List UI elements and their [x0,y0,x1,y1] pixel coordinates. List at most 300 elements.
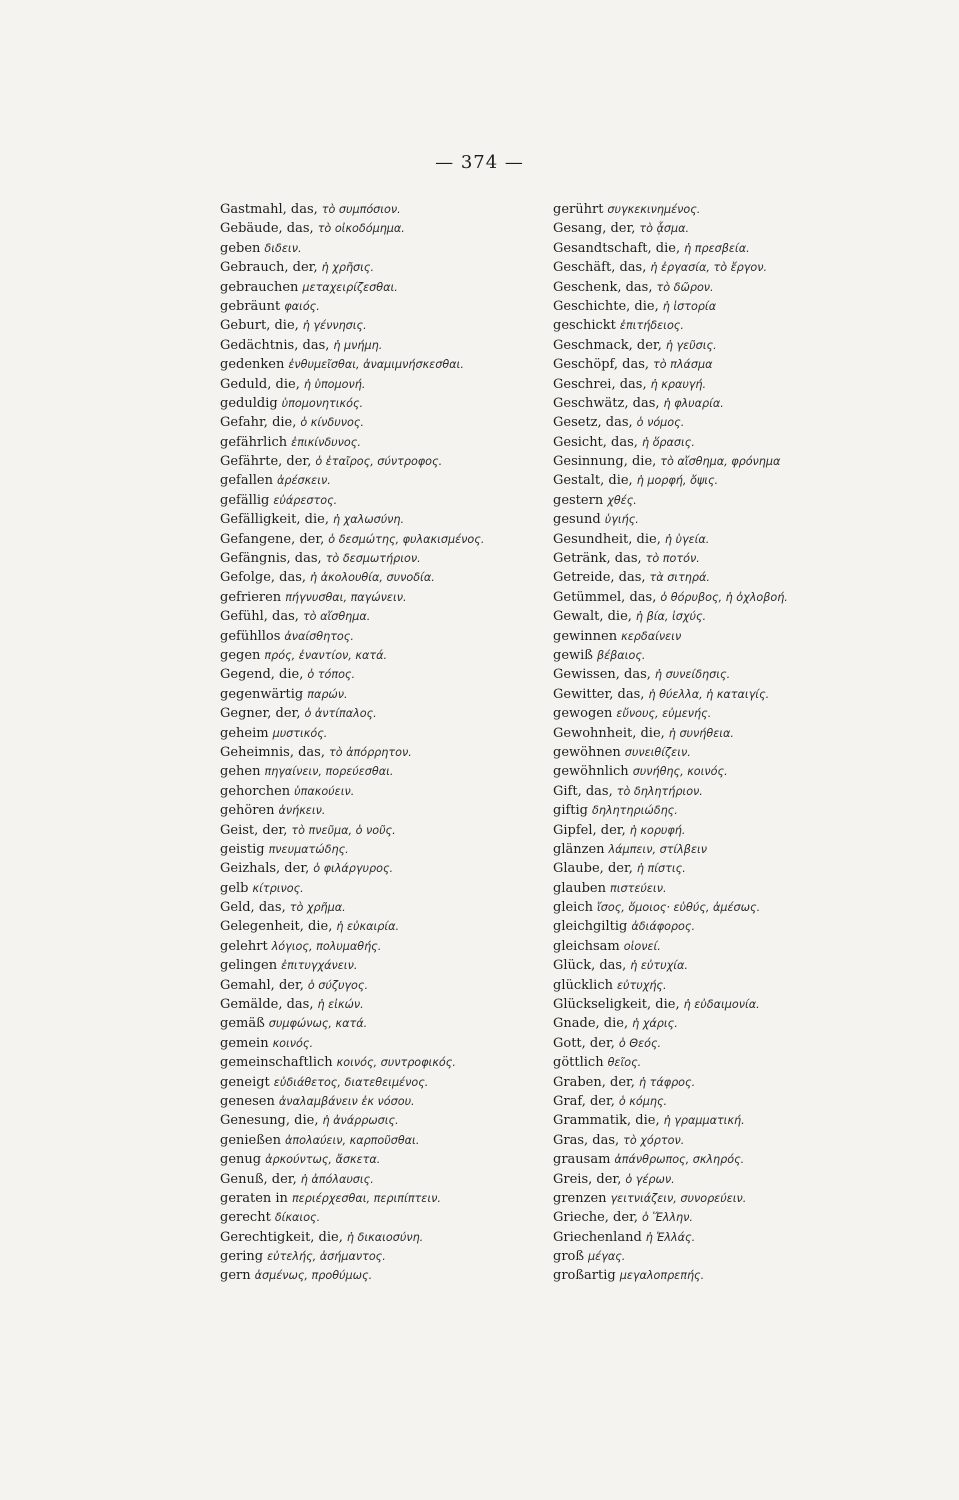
dictionary-entry [553,1266,923,1285]
greek-translation: ὁ δεσμώτης, φυλακισμένος. [328,532,485,546]
greek-translation: ἡ χάρις. [632,1017,678,1031]
german-headword: göttlich [553,1055,604,1071]
greek-translation: τὰ σιτηρά. [649,571,710,585]
greek-translation: ὁ Ἕλλην. [642,1211,693,1225]
greek-translation: περιέρχεσθαι, περιπίπτειν. [291,1191,441,1205]
greek-translation: πρός, ἐναντίον, κατά. [264,648,388,662]
german-headword: Gebrauch, der, [220,260,318,276]
greek-translation: λάμπειν, στίλβειν [608,842,708,856]
greek-translation: ἡ γέννησις. [302,319,367,333]
greek-translation: ἡ ὑπομονή. [303,377,366,391]
dictionary-entry [553,1092,923,1111]
german-headword: gelb [220,880,249,896]
left-column [220,200,590,1286]
german-headword: gleichsam [553,938,620,954]
greek-translation: ἡ πίστις. [636,862,686,876]
greek-translation: τὸ συμπόσιον. [321,203,401,216]
german-headword: gefühllos [220,628,281,644]
german-headword: gefällig [220,492,270,508]
dictionary-entry [220,239,590,258]
german-headword: Gesinnung, die, [553,454,657,470]
german-headword: Gesang, der, [553,221,636,237]
greek-translation: ἡ ἱστορία [662,299,717,313]
greek-translation: κοινός. [272,1036,314,1050]
german-headword: Gewalt, die, [553,609,632,625]
greek-translation: θεῖος. [607,1056,642,1070]
german-headword: Geschwätz, das, [553,395,660,411]
dictionary-entry [220,665,590,684]
dictionary-entry [553,724,923,743]
dictionary-entry [220,394,590,413]
greek-translation: φαιός. [284,299,320,313]
german-headword: Gefälligkeit, die, [220,512,329,528]
german-headword: Gerechtigkeit, die, [220,1229,343,1245]
dictionary-entry [220,258,590,277]
greek-translation: ἡ εὐδαιμονία. [683,998,760,1012]
dictionary-entry [220,762,590,781]
german-headword: Geduld, die, [220,376,300,392]
german-headword: gewogen [553,706,613,722]
german-headword: gemeinschaftlich [220,1055,333,1071]
greek-translation: ὁ φιλάργυρος. [313,862,394,876]
greek-translation: πνευματώδης. [268,842,349,856]
german-headword: glauben [553,880,606,896]
german-headword: grausam [553,1152,611,1168]
german-headword: gelehrt [220,938,268,954]
german-headword: Geschenk, das, [553,279,653,295]
dictionary-entry [220,1092,590,1111]
greek-translation: δίκαιος. [274,1211,321,1225]
greek-translation: συνήθης, κοινός. [632,765,728,779]
greek-translation: ἡ πρεσβεία. [684,241,750,255]
greek-translation: ἡ ὅρασις. [641,435,695,449]
greek-translation: τὸ δεσμωτήριον. [325,552,421,566]
german-headword: geben [220,240,261,256]
greek-translation: ὁ γέρων. [625,1172,675,1186]
dictionary-entry [553,1131,923,1150]
greek-translation: ἡ κορυφή. [629,823,686,837]
dictionary-entry [553,821,923,840]
dictionary-entry [553,375,923,394]
dictionary-entry [553,316,923,335]
german-headword: gebräunt [220,298,281,314]
german-headword: Gefängnis, das, [220,551,322,567]
dictionary-entry [553,491,923,510]
greek-translation: εὐάρεστος. [273,493,338,507]
dictionary-entry [220,917,590,936]
dictionary-entry [553,646,923,665]
german-headword: Gelegenheit, die, [220,919,333,935]
dictionary-entry [553,1228,923,1247]
greek-translation: ἀρέσκειν. [276,474,331,488]
german-headword: Genuß, der, [220,1171,297,1187]
german-headword: Grieche, der, [553,1210,638,1226]
greek-translation: ὑγιής. [604,513,639,527]
greek-translation: τὸ ἀπόρρητον. [328,745,412,759]
greek-translation: ὑπακούειν. [294,784,355,798]
dictionary-entry [553,743,923,762]
greek-translation: τὸ οἰκοδόμημα. [317,222,405,236]
greek-translation: ἡ δικαιοσύνη. [346,1230,424,1244]
german-headword: Gefolge, das, [220,570,307,586]
german-headword: genesen [220,1093,275,1109]
greek-translation: ἐπικίνδυνος. [291,435,361,449]
greek-translation: ἡ συνήθεια. [668,726,734,740]
greek-translation: ὁ θόρυβος, ἡ ὀχλοβοή. [660,590,788,604]
dictionary-entry [553,258,923,277]
german-headword: glücklich [553,977,613,993]
dictionary-entry [553,1189,923,1208]
german-headword: Graf, der, [553,1093,615,1109]
greek-translation: ὁ κίνδυνος. [300,416,364,430]
german-headword: gehorchen [220,783,291,799]
dictionary-entry [553,1170,923,1189]
greek-translation: ἡ ἀκολουθία, συνοδία. [310,571,435,585]
dictionary-entry [553,762,923,781]
greek-translation: οἱονεί. [623,939,661,953]
dictionary-entry [220,801,590,820]
dictionary-entry [220,898,590,917]
german-headword: grenzen [553,1190,607,1206]
greek-translation: ἀδιάφορος. [631,920,696,934]
german-headword: Gefühl, das, [220,609,299,625]
dictionary-entry [220,1131,590,1150]
german-headword: Geschäft, das, [553,260,647,276]
dictionary-entry [220,879,590,898]
greek-translation: τὸ πλάσμα [653,358,713,372]
dictionary-entry [553,588,923,607]
german-headword: Gott, der, [553,1035,615,1051]
greek-translation: τὸ αἴσθημα, φρόνημα [660,455,781,469]
greek-translation: ἐνθυμεῖσθαι, ἀναμιμνήσκεσθαι. [288,358,464,372]
dictionary-entry [553,278,923,297]
german-headword: Gras, das, [553,1132,620,1148]
greek-translation: ἡ φλυαρία. [663,396,724,410]
greek-translation: ὁ κόμης. [618,1094,668,1108]
german-headword: genießen [220,1132,281,1148]
greek-translation: τὸ δῶρον. [656,280,714,294]
german-headword: Gastmahl, das, [220,202,318,217]
german-headword: gelingen [220,958,278,974]
dictionary-entry [553,917,923,936]
dictionary-entry [553,1208,923,1227]
dictionary-entry [553,1053,923,1072]
german-headword: geistig [220,841,265,857]
german-headword: Gegend, die, [220,667,304,683]
right-column [553,200,923,1286]
german-headword: geschickt [553,318,616,334]
dictionary-entry [220,1247,590,1266]
german-headword: gegenwärtig [220,686,304,702]
greek-translation: χθές. [607,493,637,507]
dictionary-entry [553,1247,923,1266]
german-headword: Gipfel, der, [553,822,626,838]
dictionary-entry [553,568,923,587]
german-headword: gering [220,1249,264,1265]
greek-translation: κίτρινος. [252,881,304,895]
dictionary-entry [553,607,923,626]
greek-translation: ἀρκούντως, ἄσκετα. [265,1153,381,1167]
german-headword: gerührt [553,202,604,217]
dictionary-entry [220,1150,590,1169]
german-headword: gehören [220,803,275,819]
dictionary-entry [553,782,923,801]
greek-translation: ἡ συνείδησις. [654,668,731,682]
dictionary-entry [220,568,590,587]
german-headword: Gefahr, die, [220,415,297,431]
dictionary-entry [553,898,923,917]
greek-translation: συμφώνως, κατά. [268,1017,368,1031]
german-headword: gegen [220,647,261,663]
greek-translation: ἡ ὑγεία. [664,532,710,546]
german-headword: gesund [553,512,601,528]
greek-translation: συγκεκινημένος. [607,203,701,216]
dictionary-entry [553,530,923,549]
dictionary-entry [220,355,590,374]
dictionary-entry [220,1208,590,1227]
dictionary-entry [553,200,923,219]
german-headword: Geschrei, das, [553,376,647,392]
dictionary-entry [553,937,923,956]
dictionary-entry [220,937,590,956]
german-headword: Geschmack, der, [553,337,662,353]
dictionary-entry [220,1266,590,1285]
german-headword: Gemahl, der, [220,977,304,993]
greek-translation: ἡ γεῦσις. [665,338,717,352]
greek-translation: μέγας. [588,1250,626,1264]
greek-translation: ἴσος, ὅμοιος· εὐθύς, ἀμέσως. [596,901,761,915]
german-headword: Geheimnis, das, [220,744,325,760]
greek-translation: πιστεύειν. [610,881,667,895]
greek-translation: ἀναλαμβάνειν ἐκ νόσου. [278,1094,415,1108]
german-headword: gleich [553,900,593,916]
greek-translation: ἡ χαλωσύνη. [332,513,405,527]
dictionary-entry [553,471,923,490]
dictionary-entry [553,1111,923,1130]
greek-translation: τὸ δηλητήριον. [616,784,703,798]
dictionary-entry [553,1073,923,1092]
dictionary-entry [220,491,590,510]
dictionary-entry [220,724,590,743]
greek-translation: τὸ χρῆμα. [289,901,346,915]
dictionary-entry [553,840,923,859]
dictionary-entry [220,433,590,452]
german-headword: groß [553,1249,585,1265]
greek-translation: διδειν. [264,241,302,255]
dictionary-entry [220,549,590,568]
german-headword: Grammatik, die, [553,1113,660,1129]
page-number: — 374 — [435,152,524,173]
greek-translation: παρών. [307,687,348,701]
greek-translation: ἡ γραμματική. [663,1114,745,1128]
dictionary-entry [220,685,590,704]
german-headword: gemäß [220,1016,265,1032]
greek-translation: εὐδιάθετος, διατεθειμένος. [273,1075,429,1089]
german-headword: Graben, der, [553,1074,635,1090]
german-headword: Geizhals, der, [220,861,310,877]
german-headword: Geburt, die, [220,318,299,334]
dictionary-entry [553,1014,923,1033]
german-headword: genug [220,1152,262,1168]
dictionary-entry [220,1111,590,1130]
dictionary-entry [553,239,923,258]
german-headword: gefallen [220,473,273,489]
german-headword: gern [220,1268,251,1284]
german-headword: Gesicht, das, [553,434,638,450]
dictionary-entry [553,627,923,646]
dictionary-entry [553,976,923,995]
german-headword: gleichgiltig [553,919,628,935]
german-headword: Glück, das, [553,958,627,974]
greek-translation: ἀναίσθητος. [284,629,354,643]
greek-translation: πηγαίνειν, πορεύεσθαι. [264,765,394,779]
dictionary-entry [220,1170,590,1189]
greek-translation: κερδαίνειν [621,629,682,643]
greek-translation: ὁ νόμος. [636,416,685,430]
german-headword: geheim [220,725,269,741]
german-headword: gefrieren [220,589,282,605]
dictionary-entry [220,530,590,549]
dictionary-entry [220,1053,590,1072]
dictionary-entry [553,859,923,878]
dictionary-entry [220,200,590,219]
german-headword: Gesetz, das, [553,415,633,431]
dictionary-entry [220,646,590,665]
greek-translation: ἀπολαύειν, καρποῦσθαι. [285,1133,420,1147]
dictionary-entry [220,471,590,490]
dictionary-entry [553,355,923,374]
german-headword: Gegner, der, [220,706,301,722]
german-headword: gewöhnen [553,744,621,760]
greek-translation: εὔνους, εὐμενής. [616,707,712,721]
greek-translation: λόγιος, πολυμαθής. [271,939,382,953]
dictionary-entry [220,278,590,297]
greek-translation: ἡ ἀνάρρωσις. [322,1114,399,1128]
german-headword: Gebäude, das, [220,221,314,237]
greek-translation: τὸ ποτόν. [645,552,700,566]
dictionary-entry [220,1014,590,1033]
dictionary-entry [220,1034,590,1053]
greek-translation: ἡ Ἑλλάς. [645,1230,696,1244]
dictionary-entry [220,995,590,1014]
greek-translation: τὸ χόρτον. [623,1133,685,1147]
german-headword: gerecht [220,1210,271,1226]
greek-translation: μεγαλοπρεπής. [619,1269,705,1283]
german-headword: gestern [553,492,604,508]
german-headword: Geist, der, [220,822,288,838]
german-headword: gefährlich [220,434,288,450]
dictionary-entry [220,704,590,723]
german-headword: Gewissen, das, [553,667,651,683]
dictionary-entry [220,607,590,626]
dictionary-entry [553,510,923,529]
german-headword: Genesung, die, [220,1113,319,1129]
greek-translation: ἡ ἀπόλαυσις. [300,1172,374,1186]
german-headword: Gedächtnis, das, [220,337,330,353]
greek-translation: εὐτυχής. [616,978,667,992]
dictionary-entry [553,336,923,355]
german-headword: Geld, das, [220,900,286,916]
greek-translation: ἡ μνήμη. [333,338,383,352]
german-headword: Geschöpf, das, [553,357,650,373]
german-headword: Gift, das, [553,783,613,799]
german-headword: gebrauchen [220,279,299,295]
dictionary-entry [553,665,923,684]
dictionary-entry [220,743,590,762]
german-headword: geraten in [220,1190,288,1206]
greek-translation: γειτνιάζειν, συνορεύειν. [610,1191,747,1205]
german-headword: Getümmel, das, [553,589,657,605]
greek-translation: ἡ χρῆσις. [321,261,375,275]
dictionary-entry [220,840,590,859]
greek-translation: ἐπιτήδειος. [619,319,684,333]
dictionary-entry [553,452,923,471]
dictionary-entry [220,1073,590,1092]
greek-translation: ἡ μορφή, ὄψις. [636,474,719,488]
greek-translation: ὁ τόπος. [307,668,356,682]
dictionary-entry [220,336,590,355]
greek-translation: κοινός, συντροφικός. [336,1056,456,1070]
dictionary-entry [220,588,590,607]
greek-translation: βέβαιος. [596,648,646,662]
greek-translation: ἡ θύελλα, ἡ καταιγίς. [648,687,770,701]
dictionary-entry [220,956,590,975]
dictionary-entry [553,956,923,975]
greek-translation: συνειθίζειν. [624,745,691,759]
dictionary-entry [220,1228,590,1247]
german-headword: Gewohnheit, die, [553,725,665,741]
german-headword: Gestalt, die, [553,473,633,489]
greek-translation: τὸ ᾆσμα. [639,222,690,236]
dictionary-entry [220,1189,590,1208]
german-headword: Glaube, der, [553,861,633,877]
german-headword: Glückseligkeit, die, [553,997,680,1013]
dictionary-entry [220,859,590,878]
german-headword: Gefangene, der, [220,531,325,547]
german-headword: Greis, der, [553,1171,622,1187]
german-headword: gewöhnlich [553,764,629,780]
dictionary-entry [553,1034,923,1053]
greek-translation: τὸ αἴσθημα. [302,610,371,624]
german-headword: Geschichte, die, [553,298,659,314]
dictionary-entry [553,704,923,723]
german-headword: gemein [220,1035,269,1051]
greek-translation: ἡ ἐργασία, τὸ ἔργον. [650,261,768,275]
dictionary-entry [553,995,923,1014]
dictionary-entry [220,782,590,801]
greek-translation: ὁ ἑταῖρος, σύντροφος. [315,455,443,469]
dictionary-entry [553,413,923,432]
greek-translation: ἡ κραυγή. [650,377,707,391]
dictionary-entry [553,549,923,568]
german-headword: gedenken [220,357,285,373]
german-headword: Gesundheit, die, [553,531,661,547]
german-headword: Griechenland [553,1229,642,1245]
dictionary-entry [553,219,923,238]
german-headword: gehen [220,764,261,780]
greek-translation: ἡ εὐκαιρία. [336,920,400,934]
dictionary-entry [220,976,590,995]
german-headword: Gewitter, das, [553,686,645,702]
greek-translation: ἡ εἰκών. [317,998,364,1012]
dictionary-entry [553,685,923,704]
dictionary-entry [553,1150,923,1169]
german-headword: großartig [553,1268,616,1284]
greek-translation: δηλητηριώδης. [592,804,678,818]
greek-translation: ὁ Θεός. [618,1036,662,1050]
dictionary-entry [220,510,590,529]
german-headword: geneigt [220,1074,270,1090]
